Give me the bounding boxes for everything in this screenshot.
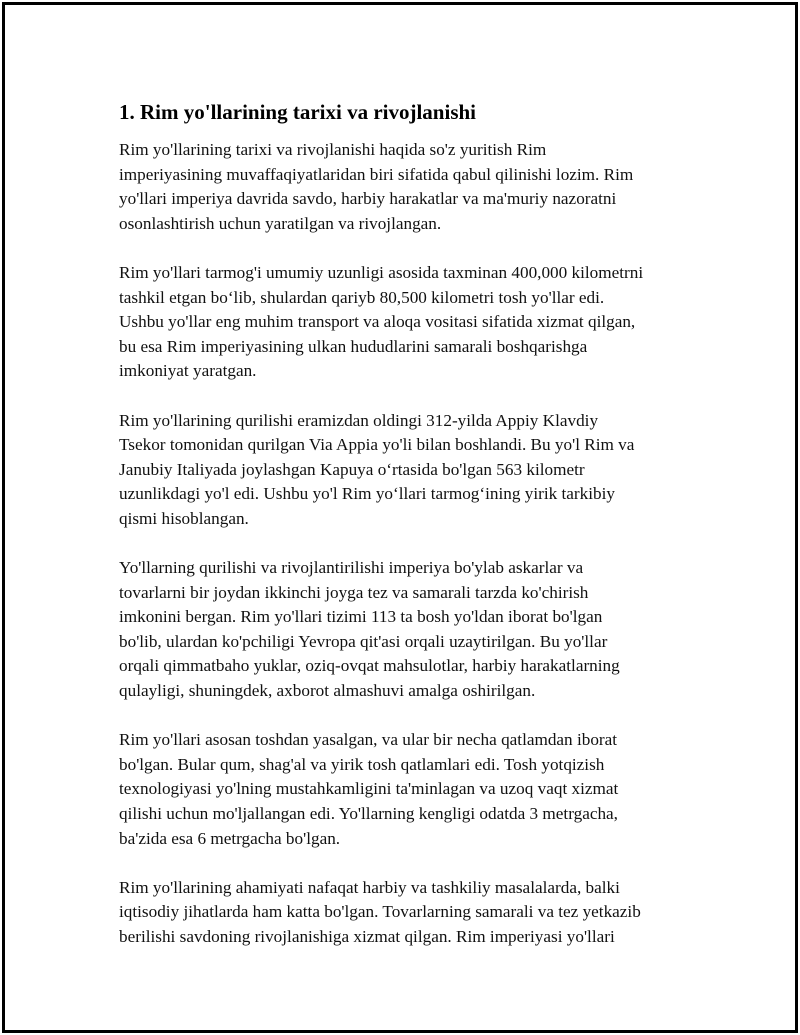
paragraph-1: Rim yo'llarining tarixi va rivojlanishi haqida so'z yuritish Rim imperiyasining muvaffaqiyatlaridan biri sifatida qabul qilinishi lozim. Rim yo'llari imperiya davrida savdo, harbiy harakatlar va ma'muriy nazoratni osonlashtirish uchun yaratilgan va rivojlangan. bbox=[119, 140, 634, 233]
paragraph-2: Rim yo'llari tarmog'i umumiy uzunligi asosida taxminan 400,000 kilometrni tashkil etgan bo‘lib, shulardan qariyb 80,500 kilometri tosh yo'llar edi. Ushbu yo'llar eng muhim transport va aloqa vositasi sifatida xizmat qilgan, bu esa Rim imperiyasining ulkan hududlarini samarali boshqarishga imkoniyat yaratgan. bbox=[119, 262, 644, 381]
paragraph-6: Rim yo'llarining ahamiyati nafaqat harbiy va tashkiliy masalalarda, balki iqtisodiy jihatlarda ham katta bo'lgan. Tovarlarning samarali va tez yetkazib berilishi savdoning rivojlanishiga xizmat qilgan. Rim imperiyasi yo'llari bbox=[119, 877, 641, 946]
document-body bbox=[119, 98, 709, 974]
document-page bbox=[2, 2, 798, 1033]
paragraph-5: Rim yo'llari asosan toshdan yasalgan, va ular bir necha qatlamdan iborat bo'lgan. Bular qum, shag'al va yirik tosh qatlamlari edi. Tosh yotqizish texnologiyasi yo'lning mustahkamligini ta'minlagan va uzoq vaqt xizmat qilishi uchun mo'ljallangan edi. Yo'llarning kengligi odatda 3 metrgacha, ba'zida esa 6 metrgacha bo'lgan. bbox=[119, 730, 619, 848]
paragraph-3: Rim yo'llarining qurilishi eramizdan oldingi 312-yilda Appiy Klavdiy Tsekor tomonidan qurilgan Via Appia yo'li bilan boshlandi. Bu yo'l Rim va Janubiy Italiyada joylashgan Kapuya o‘rtasida bo'lgan 563 kilometr uzunlikdagi yo'l edi. Ushbu yo'l Rim yo‘llari tarmog‘ining yirik tarkibiy qismi hisoblangan. bbox=[119, 410, 635, 528]
section-heading: 1. Rim yo'llarining tarixi va rivojlanishi bbox=[119, 100, 477, 124]
paragraph-4: Yo'llarning qurilishi va rivojlantirilishi imperiya bo'ylab askarlar va tovarlarni bir joydan ikkinchi joyga tez va samarali tarzda ko'chirish imkonini bergan. Rim yo'llari tizimi 113 ta bosh yo'ldan iborat bo'lgan bo'lib, ulardan ko'pchiligi Yevropa qit'asi orqali uzaytirilgan. Bu yo'llar orqali qimmatbaho yuklar, oziq-ovqat mahsulotlar, harbiy harakatlarning qulayligi, shuningdek, axborot almashuvi amalga oshirilgan. bbox=[119, 558, 620, 701]
